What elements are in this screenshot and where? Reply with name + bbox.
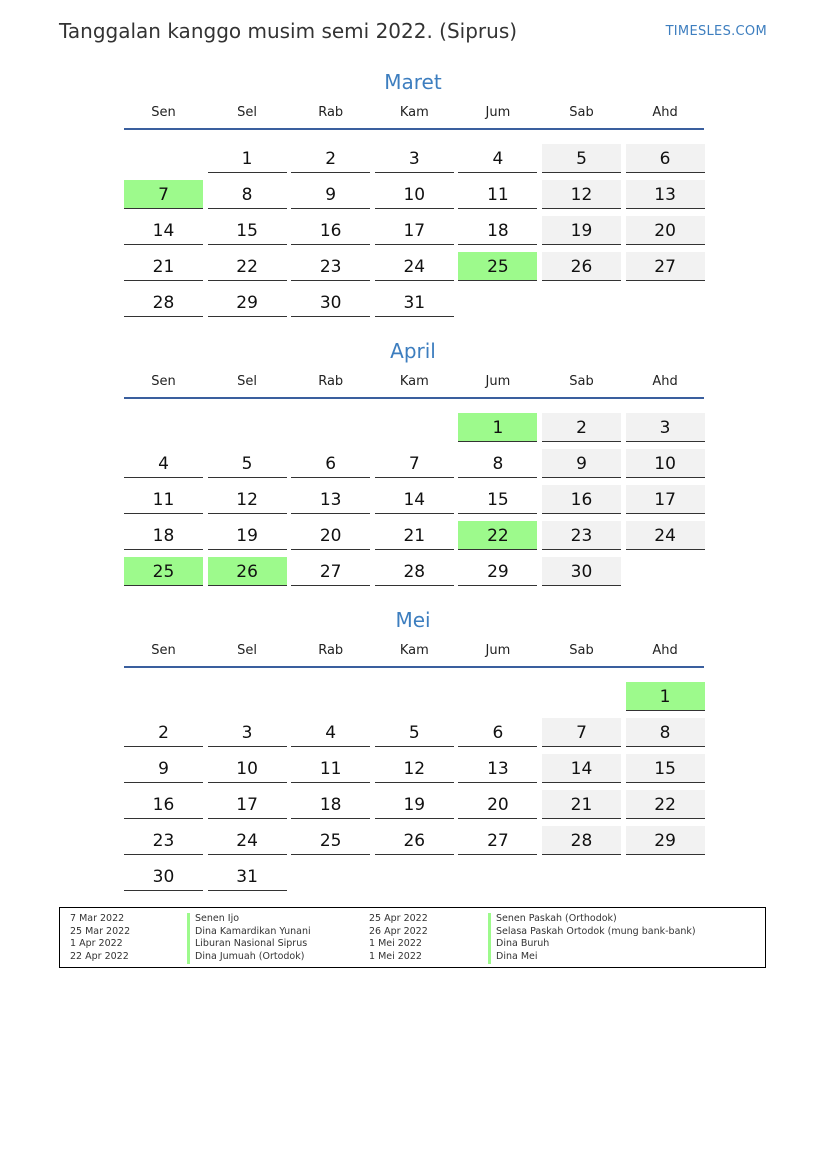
weekday-label: Sab xyxy=(569,643,594,658)
legend-date: 7 Mar 2022 xyxy=(70,913,125,924)
day-cell: 24 xyxy=(375,252,454,281)
day-cell: 4 xyxy=(124,449,203,478)
day-cell: 30 xyxy=(542,557,621,586)
day-cell: 18 xyxy=(124,521,203,550)
day-cell: 23 xyxy=(124,826,203,855)
day-cell: 22 xyxy=(208,252,287,281)
day-cell: 30 xyxy=(124,862,203,891)
legend-holiday-name: Senen Paskah (Orthodok) xyxy=(488,913,696,926)
legend-right-names xyxy=(488,913,696,964)
holiday-day-cell: 1 xyxy=(458,413,537,442)
day-cell: 8 xyxy=(208,180,287,209)
day-cell: 22 xyxy=(626,790,705,819)
day-cell: 31 xyxy=(208,862,287,891)
day-cell: 10 xyxy=(375,180,454,209)
day-cell: 12 xyxy=(208,485,287,514)
legend-holiday-name: Dina Buruh xyxy=(488,938,696,951)
day-cell: 9 xyxy=(124,754,203,783)
day-cell: 27 xyxy=(458,826,537,855)
day-cell: 23 xyxy=(542,521,621,550)
page-title: Tanggalan kanggo musim semi 2022. (Siprus) xyxy=(59,19,518,43)
day-cell: 27 xyxy=(291,557,370,586)
weekday-label: Ahd xyxy=(652,374,678,389)
legend-right-dates xyxy=(369,913,428,964)
holiday-day-cell: 7 xyxy=(124,180,203,209)
day-cell: 14 xyxy=(124,216,203,245)
weekday-label: Sen xyxy=(151,374,176,389)
holiday-day-cell: 1 xyxy=(626,682,705,711)
weekday-label: Jum xyxy=(485,643,511,658)
day-cell: 28 xyxy=(124,288,203,317)
legend-date: 1 Mei 2022 xyxy=(369,951,422,963)
day-cell: 8 xyxy=(458,449,537,478)
day-cell: 4 xyxy=(458,144,537,173)
day-cell: 12 xyxy=(542,180,621,209)
day-cell: 1 xyxy=(208,144,287,173)
legend-holiday-name: Dina Jumuah (Ortodok) xyxy=(187,951,311,964)
day-cell: 16 xyxy=(291,216,370,245)
day-cell: 17 xyxy=(375,216,454,245)
day-cell: 29 xyxy=(208,288,287,317)
day-cell: 11 xyxy=(291,754,370,783)
day-cell: 27 xyxy=(626,252,705,281)
day-cell: 31 xyxy=(375,288,454,317)
legend-left-names xyxy=(187,913,311,964)
day-cell: 28 xyxy=(542,826,621,855)
day-cell: 24 xyxy=(626,521,705,550)
day-cell: 3 xyxy=(375,144,454,173)
day-cell: 23 xyxy=(291,252,370,281)
day-cell: 17 xyxy=(626,485,705,514)
brand-link[interactable]: TIMESLES.COM xyxy=(665,24,767,39)
holiday-day-cell: 22 xyxy=(458,521,537,550)
day-cell: 20 xyxy=(458,790,537,819)
weekday-header xyxy=(122,374,704,394)
day-cell: 9 xyxy=(291,180,370,209)
weekday-label: Jum xyxy=(485,105,511,120)
legend-holiday-name: Dina Kamardikan Yunani xyxy=(187,926,311,939)
month-title: Mei xyxy=(395,608,431,632)
weekday-label: Sen xyxy=(151,105,176,120)
day-cell: 10 xyxy=(626,449,705,478)
day-cell: 18 xyxy=(458,216,537,245)
day-cell: 3 xyxy=(626,413,705,442)
day-cell: 16 xyxy=(542,485,621,514)
day-cell: 11 xyxy=(124,485,203,514)
day-cell: 19 xyxy=(542,216,621,245)
day-cell: 15 xyxy=(208,216,287,245)
day-cell: 21 xyxy=(375,521,454,550)
day-cell: 28 xyxy=(375,557,454,586)
day-cell: 20 xyxy=(626,216,705,245)
day-cell: 8 xyxy=(626,718,705,747)
day-cell: 12 xyxy=(375,754,454,783)
weekday-label: Sab xyxy=(569,105,594,120)
weekday-header xyxy=(122,105,704,125)
weekday-label: Sel xyxy=(237,105,258,120)
legend-holiday-name: Selasa Paskah Ortodok (mung bank-bank) xyxy=(488,926,696,939)
day-cell: 13 xyxy=(291,485,370,514)
holiday-day-cell: 25 xyxy=(458,252,537,281)
day-cell: 2 xyxy=(542,413,621,442)
day-cell: 15 xyxy=(626,754,705,783)
weekday-label: Sen xyxy=(151,643,176,658)
day-cell: 6 xyxy=(458,718,537,747)
day-cell: 15 xyxy=(458,485,537,514)
weekday-label: Rab xyxy=(318,374,344,389)
day-cell: 5 xyxy=(208,449,287,478)
day-cell: 9 xyxy=(542,449,621,478)
legend-date: 22 Apr 2022 xyxy=(70,951,129,963)
day-cell: 13 xyxy=(458,754,537,783)
holiday-day-cell: 26 xyxy=(208,557,287,586)
day-cell: 25 xyxy=(291,826,370,855)
weekday-label: Jum xyxy=(485,374,511,389)
day-cell: 19 xyxy=(375,790,454,819)
weekday-label: Rab xyxy=(318,643,344,658)
day-cell: 10 xyxy=(208,754,287,783)
day-cell: 5 xyxy=(375,718,454,747)
legend-holiday-name: Liburan Nasional Siprus xyxy=(187,938,311,951)
day-cell: 13 xyxy=(626,180,705,209)
weekday-label: Rab xyxy=(318,105,344,120)
day-cell: 6 xyxy=(626,144,705,173)
legend-date: 1 Mei 2022 xyxy=(369,938,422,950)
day-cell: 2 xyxy=(124,718,203,747)
header-rule xyxy=(124,666,704,668)
day-cell: 3 xyxy=(208,718,287,747)
day-cell: 7 xyxy=(375,449,454,478)
day-cell: 11 xyxy=(458,180,537,209)
legend-holiday-name: Dina Mei xyxy=(488,951,696,964)
weekday-label: Sel xyxy=(237,374,258,389)
weekday-header xyxy=(122,643,704,663)
day-cell: 26 xyxy=(375,826,454,855)
day-cell: 21 xyxy=(124,252,203,281)
weekday-label: Sel xyxy=(237,643,258,658)
day-cell: 21 xyxy=(542,790,621,819)
holiday-legend xyxy=(59,907,766,968)
day-cell: 30 xyxy=(291,288,370,317)
day-cell: 2 xyxy=(291,144,370,173)
weekday-label: Ahd xyxy=(652,643,678,658)
header-rule xyxy=(124,397,704,399)
legend-date: 26 Apr 2022 xyxy=(369,925,428,937)
day-cell: 14 xyxy=(542,754,621,783)
weekday-label: Kam xyxy=(399,105,429,120)
day-cell: 4 xyxy=(291,718,370,747)
day-cell: 17 xyxy=(208,790,287,819)
month-title: April xyxy=(390,339,436,363)
month-title: Maret xyxy=(384,70,442,94)
day-cell: 16 xyxy=(124,790,203,819)
day-cell: 5 xyxy=(542,144,621,173)
legend-date: 1 Apr 2022 xyxy=(70,938,123,950)
day-cell: 7 xyxy=(542,718,621,747)
day-cell: 18 xyxy=(291,790,370,819)
legend-date: 25 Mar 2022 xyxy=(70,925,131,937)
day-cell: 29 xyxy=(458,557,537,586)
header-rule xyxy=(124,128,704,130)
legend-date: 25 Apr 2022 xyxy=(369,913,428,924)
legend-holiday-name: Senen Ijo xyxy=(187,913,311,926)
weekday-label: Kam xyxy=(399,374,429,389)
day-cell: 24 xyxy=(208,826,287,855)
weekday-label: Sab xyxy=(569,374,594,389)
day-cell: 14 xyxy=(375,485,454,514)
day-cell: 6 xyxy=(291,449,370,478)
weekday-label: Kam xyxy=(399,643,429,658)
day-cell: 29 xyxy=(626,826,705,855)
holiday-day-cell: 25 xyxy=(124,557,203,586)
day-cell: 19 xyxy=(208,521,287,550)
legend-left-dates xyxy=(70,913,130,964)
weekday-label: Ahd xyxy=(652,105,678,120)
day-cell: 26 xyxy=(542,252,621,281)
day-cell: 20 xyxy=(291,521,370,550)
